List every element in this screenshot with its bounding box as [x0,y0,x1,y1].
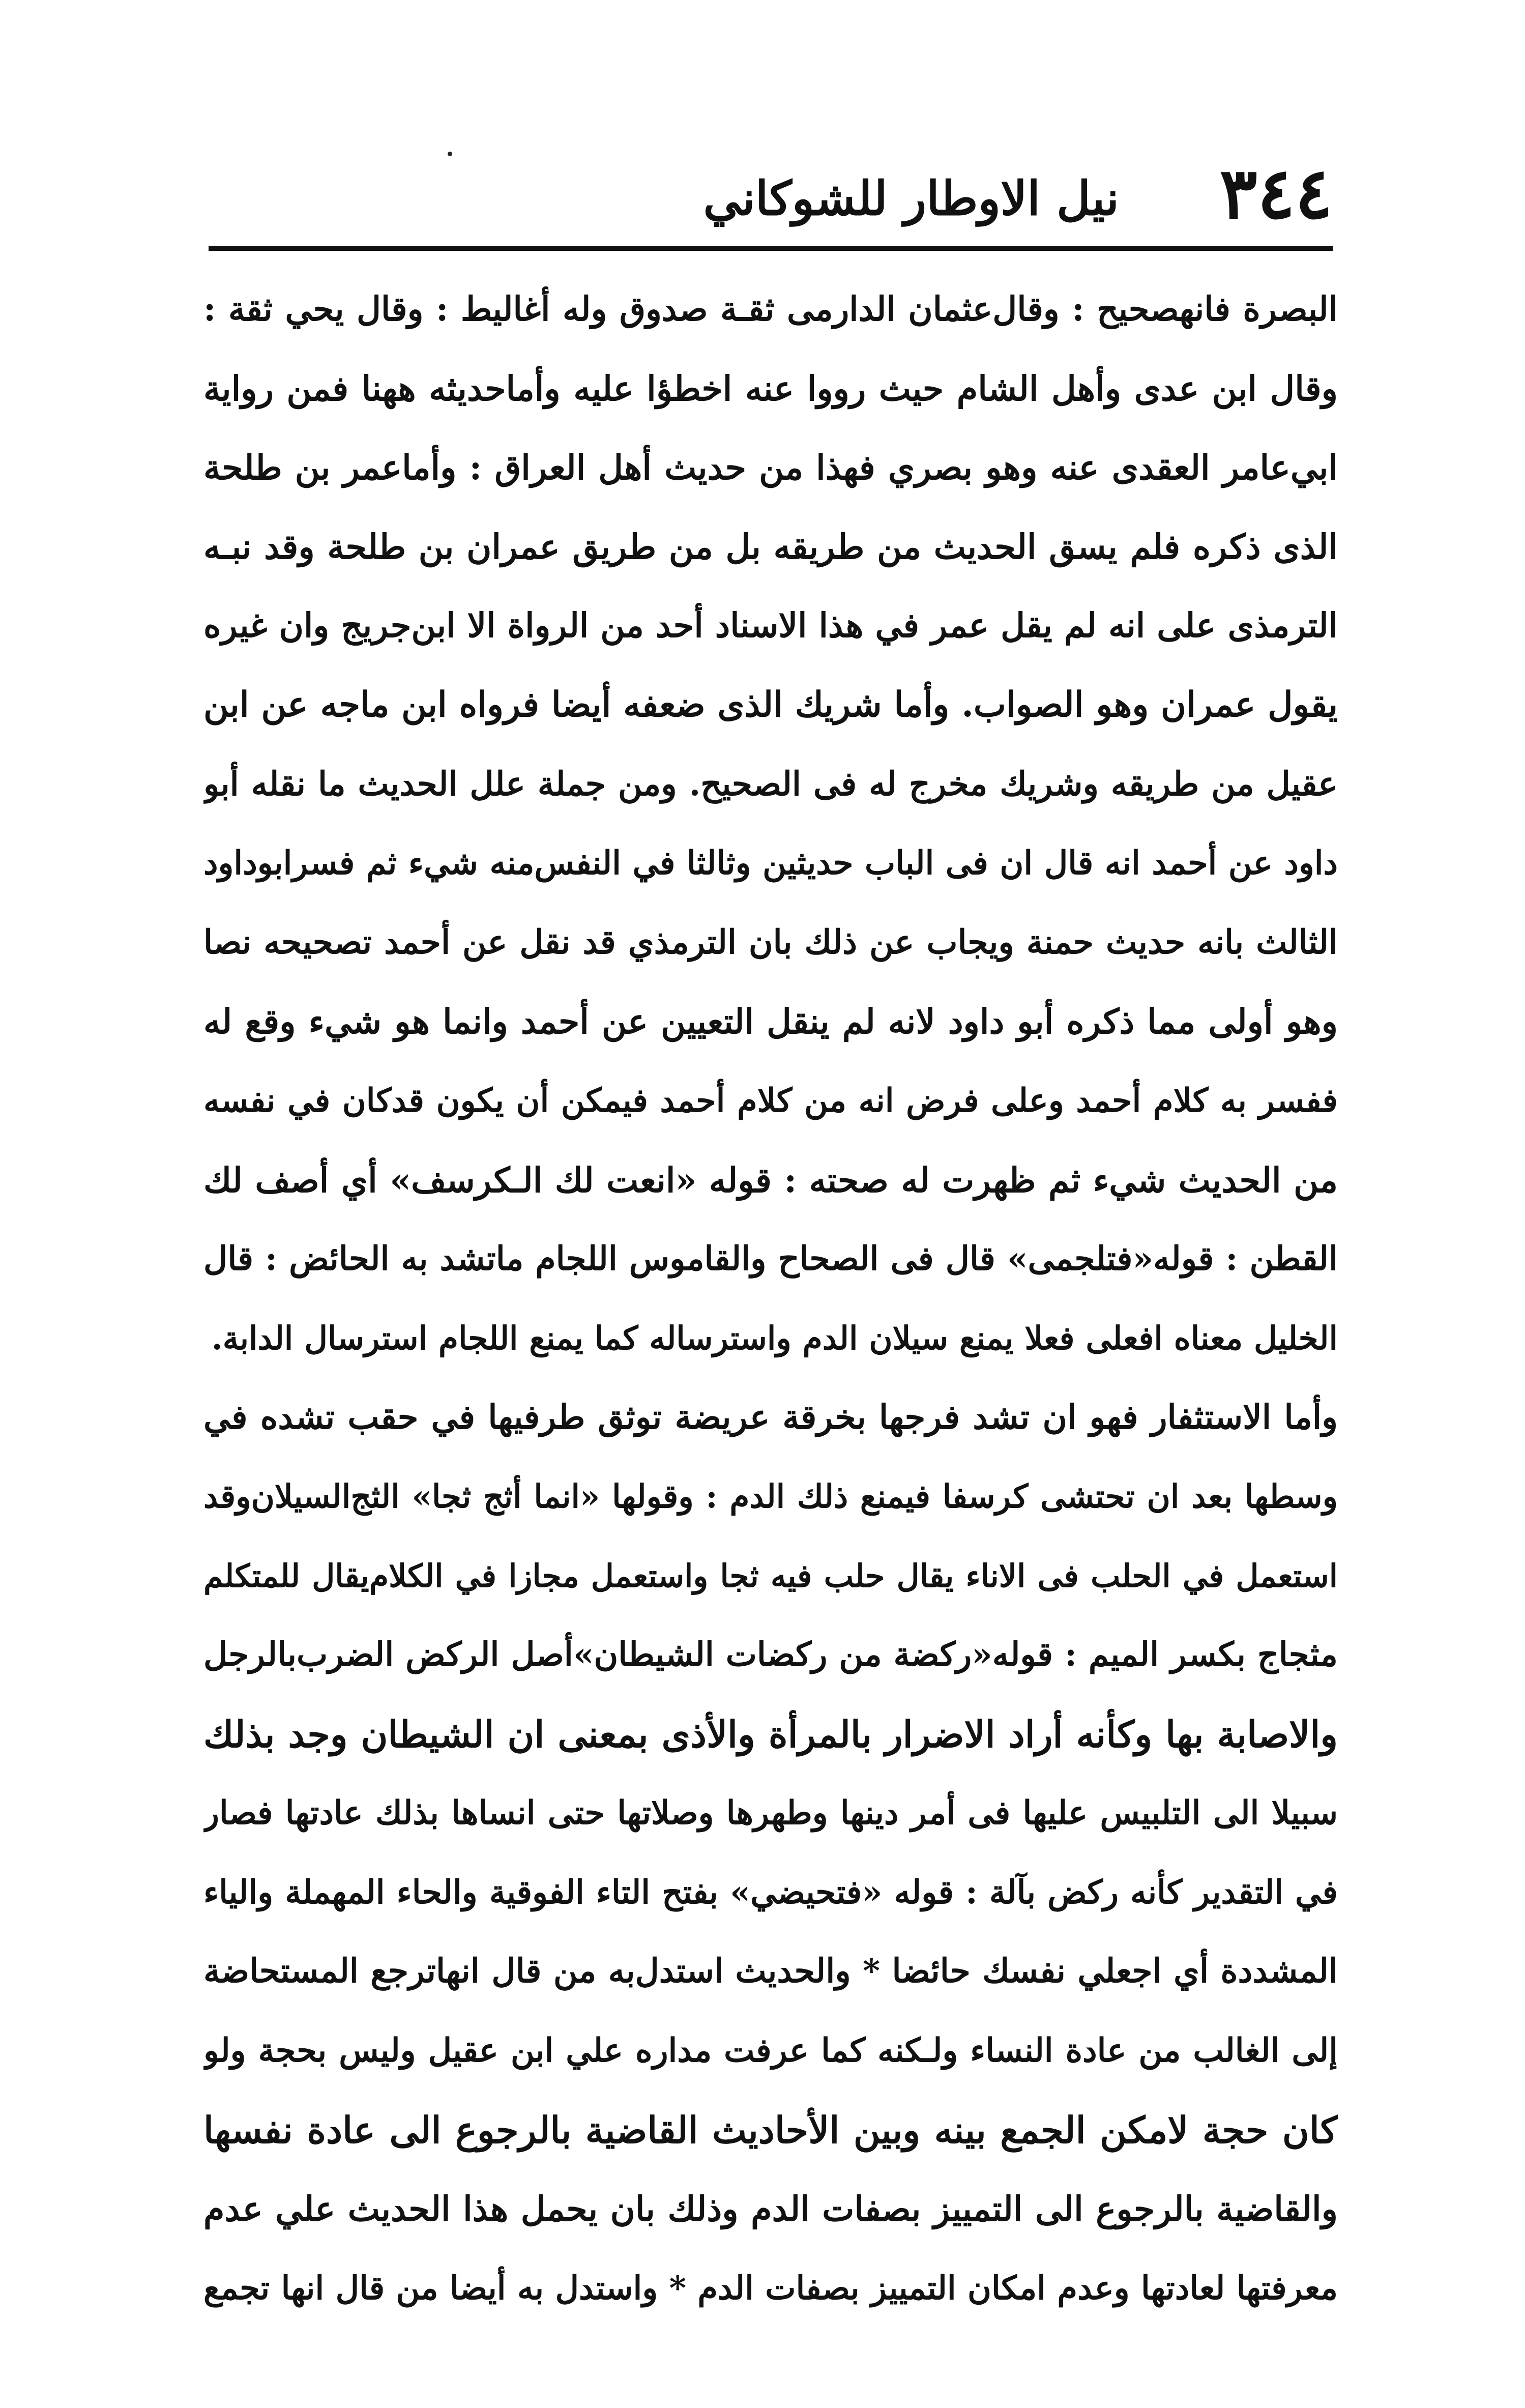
text-line: الخليل معناه افعلى فعلا يمنع سيلان الدم واسترساله كما يمنع اللجام استرسال الدابة. [211,1319,1338,1357]
text-line: يقول عمران وهو الصواب. وأما شريك الذى ضعفه أيضا فرواه ابن ماجه عن ابن [203,684,1338,725]
text-line: المشددة أي اجعلي نفسك حائضا * والحديث استدل‌به من قال انهاترجع المستحاضة [203,1952,1338,1991]
text-line: والقاضية بالرجوع الى التمييز بصفات الدم وذلك بان يحمل هذا الحديث علي عدم [203,2189,1338,2229]
body-text [203,270,1338,2328]
text-line: كان حجة لامكن الجمع بينه وبين الأحاديث القاضية بالرجوع الى عادة نفسها [203,2108,1338,2152]
text-line: ففسر به كلام أحمد وعلى فرض انه من كلام أحمد فيمكن أن يكون قدكان في نفسه [203,1081,1338,1120]
text-line: وأما الاستثفار فهو ان تشد فرجها بخرقة عريضة توثق طرفيها في حقب تشده في [203,1397,1338,1437]
text-line: وسطها بعد ان تحتشى كرسفا فيمنع ذلك الدم : وقولها «انما أثج ثجا» الثج‌السيلان‌وقد [203,1477,1338,1515]
text-line: داود عن أحمد انه قال ان فى الباب حديثين وثالثا في النفس‌منه شيء ثم فسرابوداود [203,844,1338,883]
text-line: الذى ذكره فلم يسق الحديث من طريقه بل من طريق عمران بن طلحة وقد نبـه [203,526,1338,567]
text-line: معرفتها لعادتها وعدم امكان التمييز بصفات الدم * واستدل به أيضا من قال انها تجمع [203,2269,1338,2307]
text-line: ابي‌عامر العقدى عنه وهو بصري فهذا من حديث أهل العراق : وأماعمر بن طلحة [203,447,1338,488]
text-line: عقيل من طريقه وشريك مخرج له فى الصحيح. ومن جملة علل الحديث ما نقله أبو [203,764,1338,803]
text-line: في التقدير كأنه ركض بآلة : قوله «فتحيضي» بفتح التاء الفوقية والحاء المهملة والياء [203,1873,1338,1911]
text-line: والاصابة بها وكأنه أراد الاضرار بالمرأة والأذى بمعنى ان الشيطان وجد بذلك [203,1712,1338,1756]
running-header [209,153,1333,244]
book-title: نيل الاوطار للشوكاني [703,171,1119,226]
text-line: إلى الغالب من عادة النساء ولـكنه كما عرفت مداره علي ابن عقيل وليس بحجة ولو [203,2032,1338,2070]
text-line: مثجاج بكسر الميم : قوله«ركضة من ركضات الشيطان»أصل الركض الضرب‌بالرجل [203,1635,1338,1674]
page-number: ٣٤٤ [1219,152,1333,235]
text-line: الترمذى على انه لم يقل عمر في هذا الاسناد أحد من الرواة الا ابن‌جريج وان غيره [203,605,1338,646]
text-line: البصرة فانهصحيح : وقال‌عثمان الدارمى ثقـة صدوق وله أغاليط : وقال يحي ثقة : [203,289,1338,329]
text-line: استعمل في الحلب فى الاناء يقال حلب فيه ثجا واستعمل مجازا في الكلام‌يقال للمتكلم [203,1557,1338,1594]
text-line: من الحديث شيء ثم ظهرت له صحته : قوله «انعت لك الـكرسف» أي أصف لك [203,1159,1338,1200]
text-line: الثالث بانه حديث حمنة ويجاب عن ذلك بان الترمذي قد نقل عن أحمد تصحيحه نصا [203,922,1338,962]
text-line: القطن : قوله«فتلجمى» قال فى الصحاح والقاموس اللجام ماتشد به الحائض : قال [203,1239,1338,1279]
header-rule [209,246,1333,251]
text-line: سبيلا الى التلبيس عليها فى أمر دينها وطهرها وصلاتها حتى انساها بذلك عادتها فصار [203,1794,1338,1833]
text-line: وهو أولى مما ذكره أبو داود لانه لم ينقل التعيين عن أحمد وانما هو شيء وقع له [203,1001,1338,1042]
text-line: وقال ابن عدى وأهل الشام حيث رووا عنه اخطؤا عليه وأماحديثه ههنا فمن رواية [203,368,1338,409]
